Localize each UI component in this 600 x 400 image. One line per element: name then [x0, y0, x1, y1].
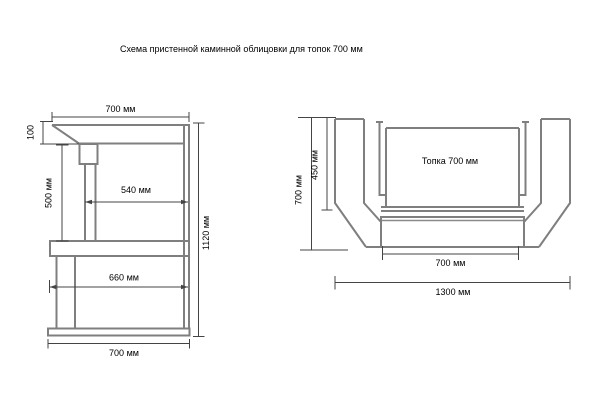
- dim-opening-width-label: 540 мм: [121, 185, 151, 195]
- dim-side-depth-label: 450 мм: [309, 150, 320, 180]
- dim-hood-height-label: 100: [25, 124, 36, 141]
- dim-total-depth-label: 700 мм: [293, 175, 304, 205]
- dim-firebox-width-label: 700 мм: [435, 258, 466, 268]
- page-title: Схема пристенной каминной облицовки для топок 700 мм: [120, 44, 363, 54]
- dim-top-width-label: 700 мм: [105, 104, 136, 114]
- dim-total-height-label: 1120 мм: [201, 215, 211, 251]
- dim-opening-height-label: 500 мм: [43, 178, 54, 208]
- dim-base-width-label: 700 мм: [109, 348, 139, 358]
- firebox-label: Топка 700 мм: [421, 156, 479, 166]
- dim-total-width-label: 1300 мм: [435, 287, 471, 297]
- dim-plinth-inner-label: 660 мм: [109, 272, 139, 283]
